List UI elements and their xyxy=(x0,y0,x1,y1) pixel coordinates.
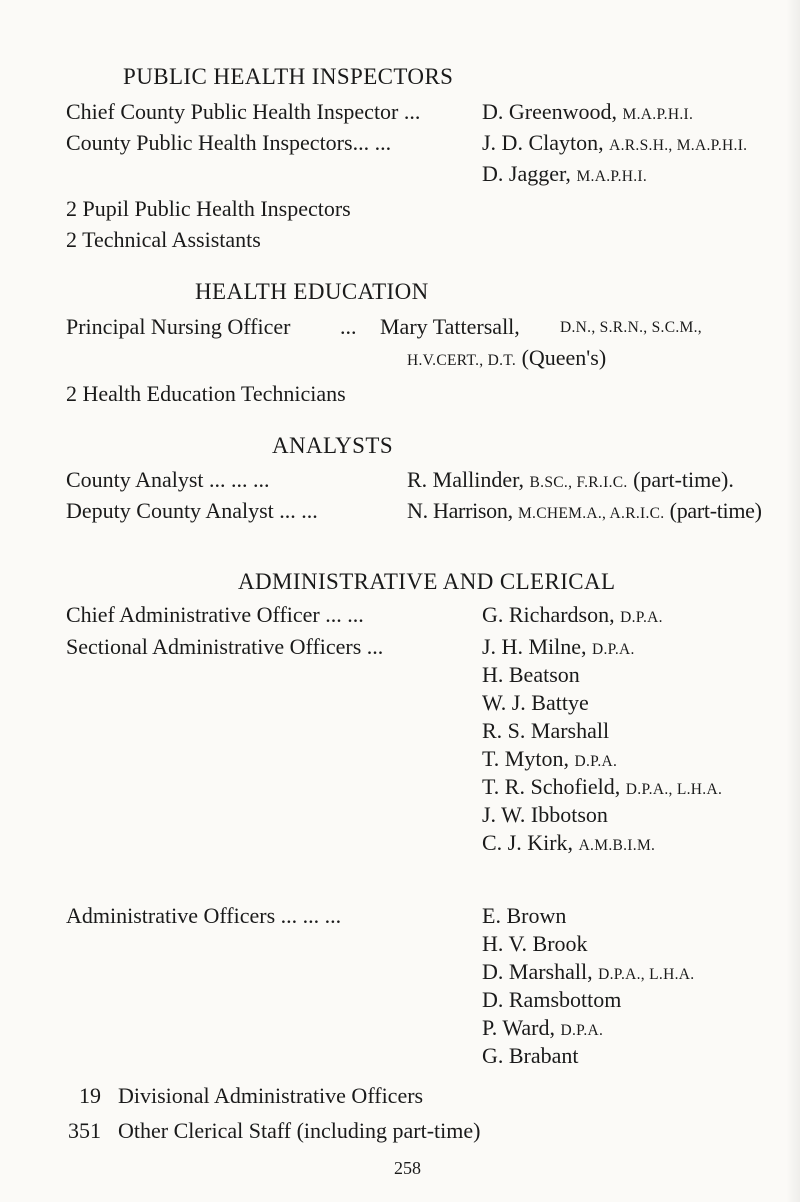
ph-name: D. Greenwood, xyxy=(482,99,623,124)
analyst-name: N. Harrison, xyxy=(407,498,518,523)
sectional-officer xyxy=(482,690,589,716)
ph-technical-assistants: 2 Technical Assistants xyxy=(66,227,261,252)
analyst-quals: B.SC., F.R.I.C. xyxy=(529,474,628,491)
admin-name: R. S. Marshall xyxy=(482,718,610,743)
admin-officer xyxy=(482,931,588,957)
clerical-label: Other Clerical Staff (including part-time) xyxy=(118,1118,481,1143)
analyst-name-deputy xyxy=(407,498,762,524)
admin-quals: A.M.B.I.M. xyxy=(578,837,656,854)
ph-name-chief xyxy=(482,99,693,125)
admin-name: D. Ramsbottom xyxy=(482,987,622,1012)
admin-name: P. Ward, xyxy=(482,1015,561,1040)
admin-quals: D.P.A., L.H.A. xyxy=(625,781,723,798)
clerical-count: 351 xyxy=(68,1118,101,1143)
divisional-count: 19 xyxy=(79,1083,101,1108)
sectional-officer xyxy=(482,802,608,828)
ph-name: J. D. Clayton, xyxy=(482,130,610,155)
analyst-quals: M.CHEM.A., A.R.I.C. xyxy=(517,505,665,522)
admin-name: H. V. Brook xyxy=(482,931,588,956)
ph-name-county-2 xyxy=(482,161,647,187)
he-quals-2: H.V.CERT., D.T. xyxy=(407,352,517,369)
admin-name: H. Beatson xyxy=(482,662,580,687)
page-edge-shadow xyxy=(786,0,800,1202)
page-number: 258 xyxy=(394,1158,421,1178)
admin-officer xyxy=(482,959,694,985)
ph-name: D. Jagger, xyxy=(482,161,577,186)
ph-role-chief: Chief County Public Health Inspector ... xyxy=(66,99,421,124)
he-quals-1: D.N., S.R.N., S.C.M., xyxy=(560,319,702,336)
health-education-heading: HEALTH EDUCATION xyxy=(195,279,429,304)
admin-officer xyxy=(482,1043,579,1069)
analyst-role-county: County Analyst ... ... ... xyxy=(66,467,270,492)
admin-quals: D.P.A., L.H.A. xyxy=(598,966,695,983)
sectional-officer xyxy=(482,830,655,856)
admin-name: J. H. Milne, xyxy=(482,634,592,659)
ph-role-county: County Public Health Inspectors... ... xyxy=(66,130,392,155)
he-role: Principal Nursing Officer xyxy=(66,314,291,339)
admin-name: C. J. Kirk, xyxy=(482,830,579,855)
admin-name: J. W. Ibbotson xyxy=(482,802,608,827)
analysts-heading: ANALYSTS xyxy=(272,433,394,458)
admin-officer xyxy=(482,903,566,929)
admin-quals: D.P.A. xyxy=(620,609,663,626)
admin-name: G. Brabant xyxy=(482,1043,579,1068)
admin-officer xyxy=(482,1015,603,1041)
analyst-tail: (part-time). xyxy=(627,467,734,492)
admin-officer xyxy=(482,987,621,1013)
he-dots: ... xyxy=(340,314,357,339)
admin-name: T. R. Schofield, xyxy=(482,774,626,799)
ph-name-county-1 xyxy=(482,130,747,156)
he-technicians: 2 Health Education Technicians xyxy=(66,381,346,406)
ph-quals: A.R.S.H., M.A.P.H.I. xyxy=(609,137,748,154)
admin-name: T. Myton, xyxy=(482,746,575,771)
ph-pupil-inspectors: 2 Pupil Public Health Inspectors xyxy=(66,196,351,221)
admin-quals: D.P.A. xyxy=(592,641,635,658)
admin-name: D. Marshall, xyxy=(482,959,599,984)
he-quals-2-tail: (Queen's) xyxy=(516,345,607,370)
admin-heading: ADMINISTRATIVE AND CLERICAL xyxy=(238,569,616,594)
admin-sectional-role: Sectional Administrative Officers ... xyxy=(66,634,384,659)
public-health-heading: PUBLIC HEALTH INSPECTORS xyxy=(123,64,454,89)
analyst-tail: (part-time) xyxy=(664,498,762,523)
admin-quals: D.P.A. xyxy=(574,753,618,770)
admin-officers-role: Administrative Officers ... ... ... xyxy=(66,903,342,928)
admin-chief-role: Chief Administrative Officer ... ... xyxy=(66,602,364,627)
ph-quals: M.A.P.H.I. xyxy=(622,106,694,123)
divisional-label: Divisional Administrative Officers xyxy=(118,1083,424,1108)
analyst-name-county xyxy=(407,467,734,493)
sectional-officer xyxy=(482,746,617,772)
analyst-name: R. Mallinder, xyxy=(407,467,530,492)
ph-quals: M.A.P.H.I. xyxy=(576,168,648,185)
admin-name: G. Richardson, xyxy=(482,602,621,627)
admin-quals: D.P.A. xyxy=(560,1022,604,1039)
sectional-officer xyxy=(482,662,580,688)
sectional-officer xyxy=(482,718,609,744)
admin-name: E. Brown xyxy=(482,903,567,928)
admin-chief-name xyxy=(482,602,663,628)
sectional-officer xyxy=(482,774,722,800)
admin-name: W. J. Battye xyxy=(482,690,589,715)
he-name: Mary Tattersall, xyxy=(380,314,520,339)
analyst-role-deputy: Deputy County Analyst ... ... xyxy=(66,498,318,523)
he-quals-line-2 xyxy=(407,345,606,371)
sectional-officer xyxy=(482,634,635,660)
